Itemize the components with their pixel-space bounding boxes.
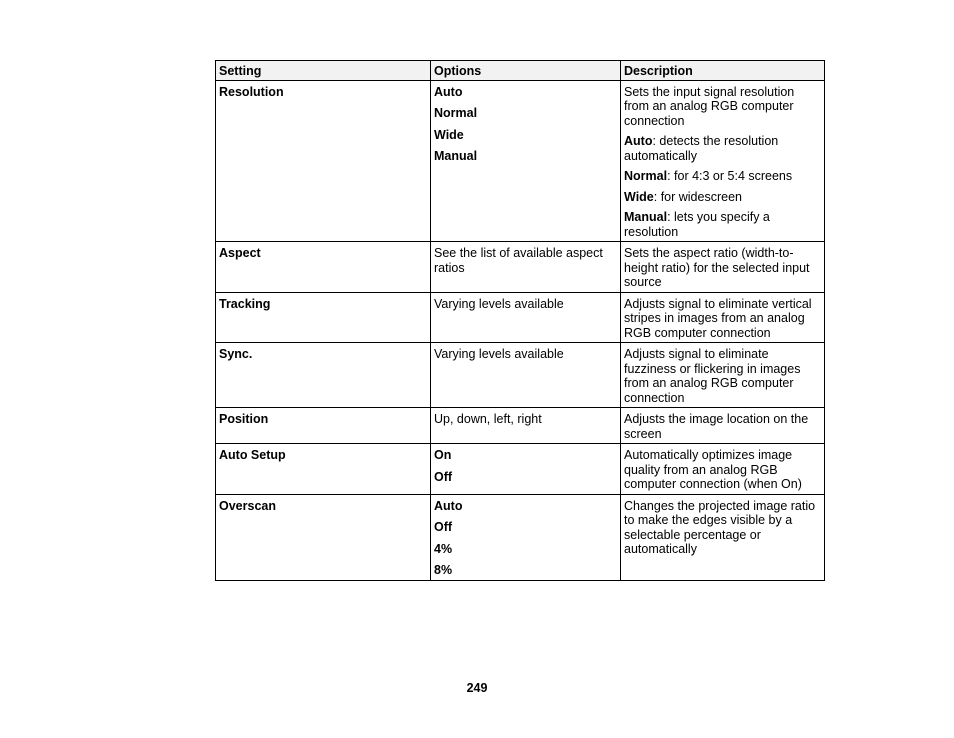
setting-name-cell: Sync.	[216, 343, 431, 408]
description-term: Auto	[624, 134, 653, 148]
description-paragraph	[624, 210, 821, 239]
description-paragraph	[624, 85, 821, 129]
description-text: Sets the aspect ratio (width-to-height ratio) for the selected input source	[624, 246, 810, 289]
table-row	[216, 242, 825, 293]
description-text: Changes the projected image ratio to make the edges visible by a selectable percentage or automatically	[624, 498, 816, 556]
table-row	[216, 292, 825, 343]
table-header	[216, 61, 825, 81]
description-term: Wide	[624, 189, 654, 204]
option-item: Normal	[434, 106, 478, 120]
description-paragraph	[624, 448, 821, 492]
description-cell	[621, 444, 825, 495]
option-item: Off	[434, 469, 453, 484]
option-item: Auto	[434, 84, 463, 99]
setting-name-cell: Aspect	[216, 242, 431, 293]
description-paragraph	[624, 134, 821, 163]
description-paragraph	[624, 297, 821, 341]
description-text: : for widescreen	[653, 189, 742, 204]
table-row	[216, 444, 825, 495]
options-cell	[431, 343, 621, 408]
option-item: Auto	[434, 498, 463, 513]
description-paragraph	[624, 169, 821, 184]
settings-table	[215, 60, 825, 581]
description-cell	[621, 242, 825, 293]
description-text: : for 4:3 or 5:4 screens	[667, 169, 793, 183]
options-cell	[431, 80, 621, 242]
description-cell	[621, 292, 825, 343]
setting-name-cell: Overscan	[216, 494, 431, 580]
page-number: 249	[466, 681, 488, 695]
description-paragraph	[624, 190, 821, 205]
description-text: Adjusts signal to eliminate vertical stripes in images from an analog RGB computer connection	[624, 296, 812, 340]
description-text: Adjusts the image location on the screen	[624, 412, 809, 441]
description-cell	[621, 408, 825, 444]
description-paragraph	[624, 246, 821, 290]
setting-name-cell: Resolution	[216, 80, 431, 242]
options-cell	[431, 494, 621, 580]
setting-name-cell: Auto Setup	[216, 444, 431, 495]
description-text: Automatically optimizes image quality from an analog RGB computer connection (when On)	[624, 448, 802, 491]
description-cell	[621, 494, 825, 580]
option-item: Manual	[434, 149, 478, 163]
table-row	[216, 80, 825, 242]
options-cell	[431, 444, 621, 495]
option-item: Off	[434, 520, 453, 534]
options-cell	[431, 408, 621, 444]
description-text: : detects the resolution automatically	[624, 134, 779, 163]
description-term: Manual	[624, 210, 668, 224]
header-options: Options	[431, 61, 621, 81]
description-term: Normal	[624, 169, 668, 183]
description-paragraph	[624, 499, 821, 557]
option-item: Varying levels available	[434, 347, 564, 361]
header-description: Description	[621, 61, 825, 81]
description-cell	[621, 343, 825, 408]
description-text: Sets the input signal resolution from an analog RGB computer connection	[624, 84, 795, 128]
options-cell	[431, 242, 621, 293]
option-item: 4%	[434, 541, 453, 556]
setting-name-cell: Tracking	[216, 292, 431, 343]
header-row	[216, 61, 825, 81]
option-item: See the list of available aspect ratios	[434, 246, 603, 275]
table-row	[216, 408, 825, 444]
header-setting: Setting	[216, 61, 431, 81]
option-item: Varying levels available	[434, 296, 564, 311]
description-cell	[621, 80, 825, 242]
table-row	[216, 494, 825, 580]
setting-name-cell: Position	[216, 408, 431, 444]
option-item: On	[434, 448, 452, 462]
table-row	[216, 343, 825, 408]
option-item: Wide	[434, 127, 464, 142]
option-item: 8%	[434, 563, 453, 577]
table-body	[216, 80, 825, 580]
description-text: : lets you specify a resolution	[624, 210, 770, 239]
options-cell	[431, 292, 621, 343]
description-paragraph	[624, 347, 821, 405]
option-item: Up, down, left, right	[434, 412, 542, 426]
description-paragraph	[624, 412, 821, 441]
description-text: Adjusts signal to eliminate fuzziness or flickering in images from an analog RGB computer connection	[624, 347, 801, 405]
